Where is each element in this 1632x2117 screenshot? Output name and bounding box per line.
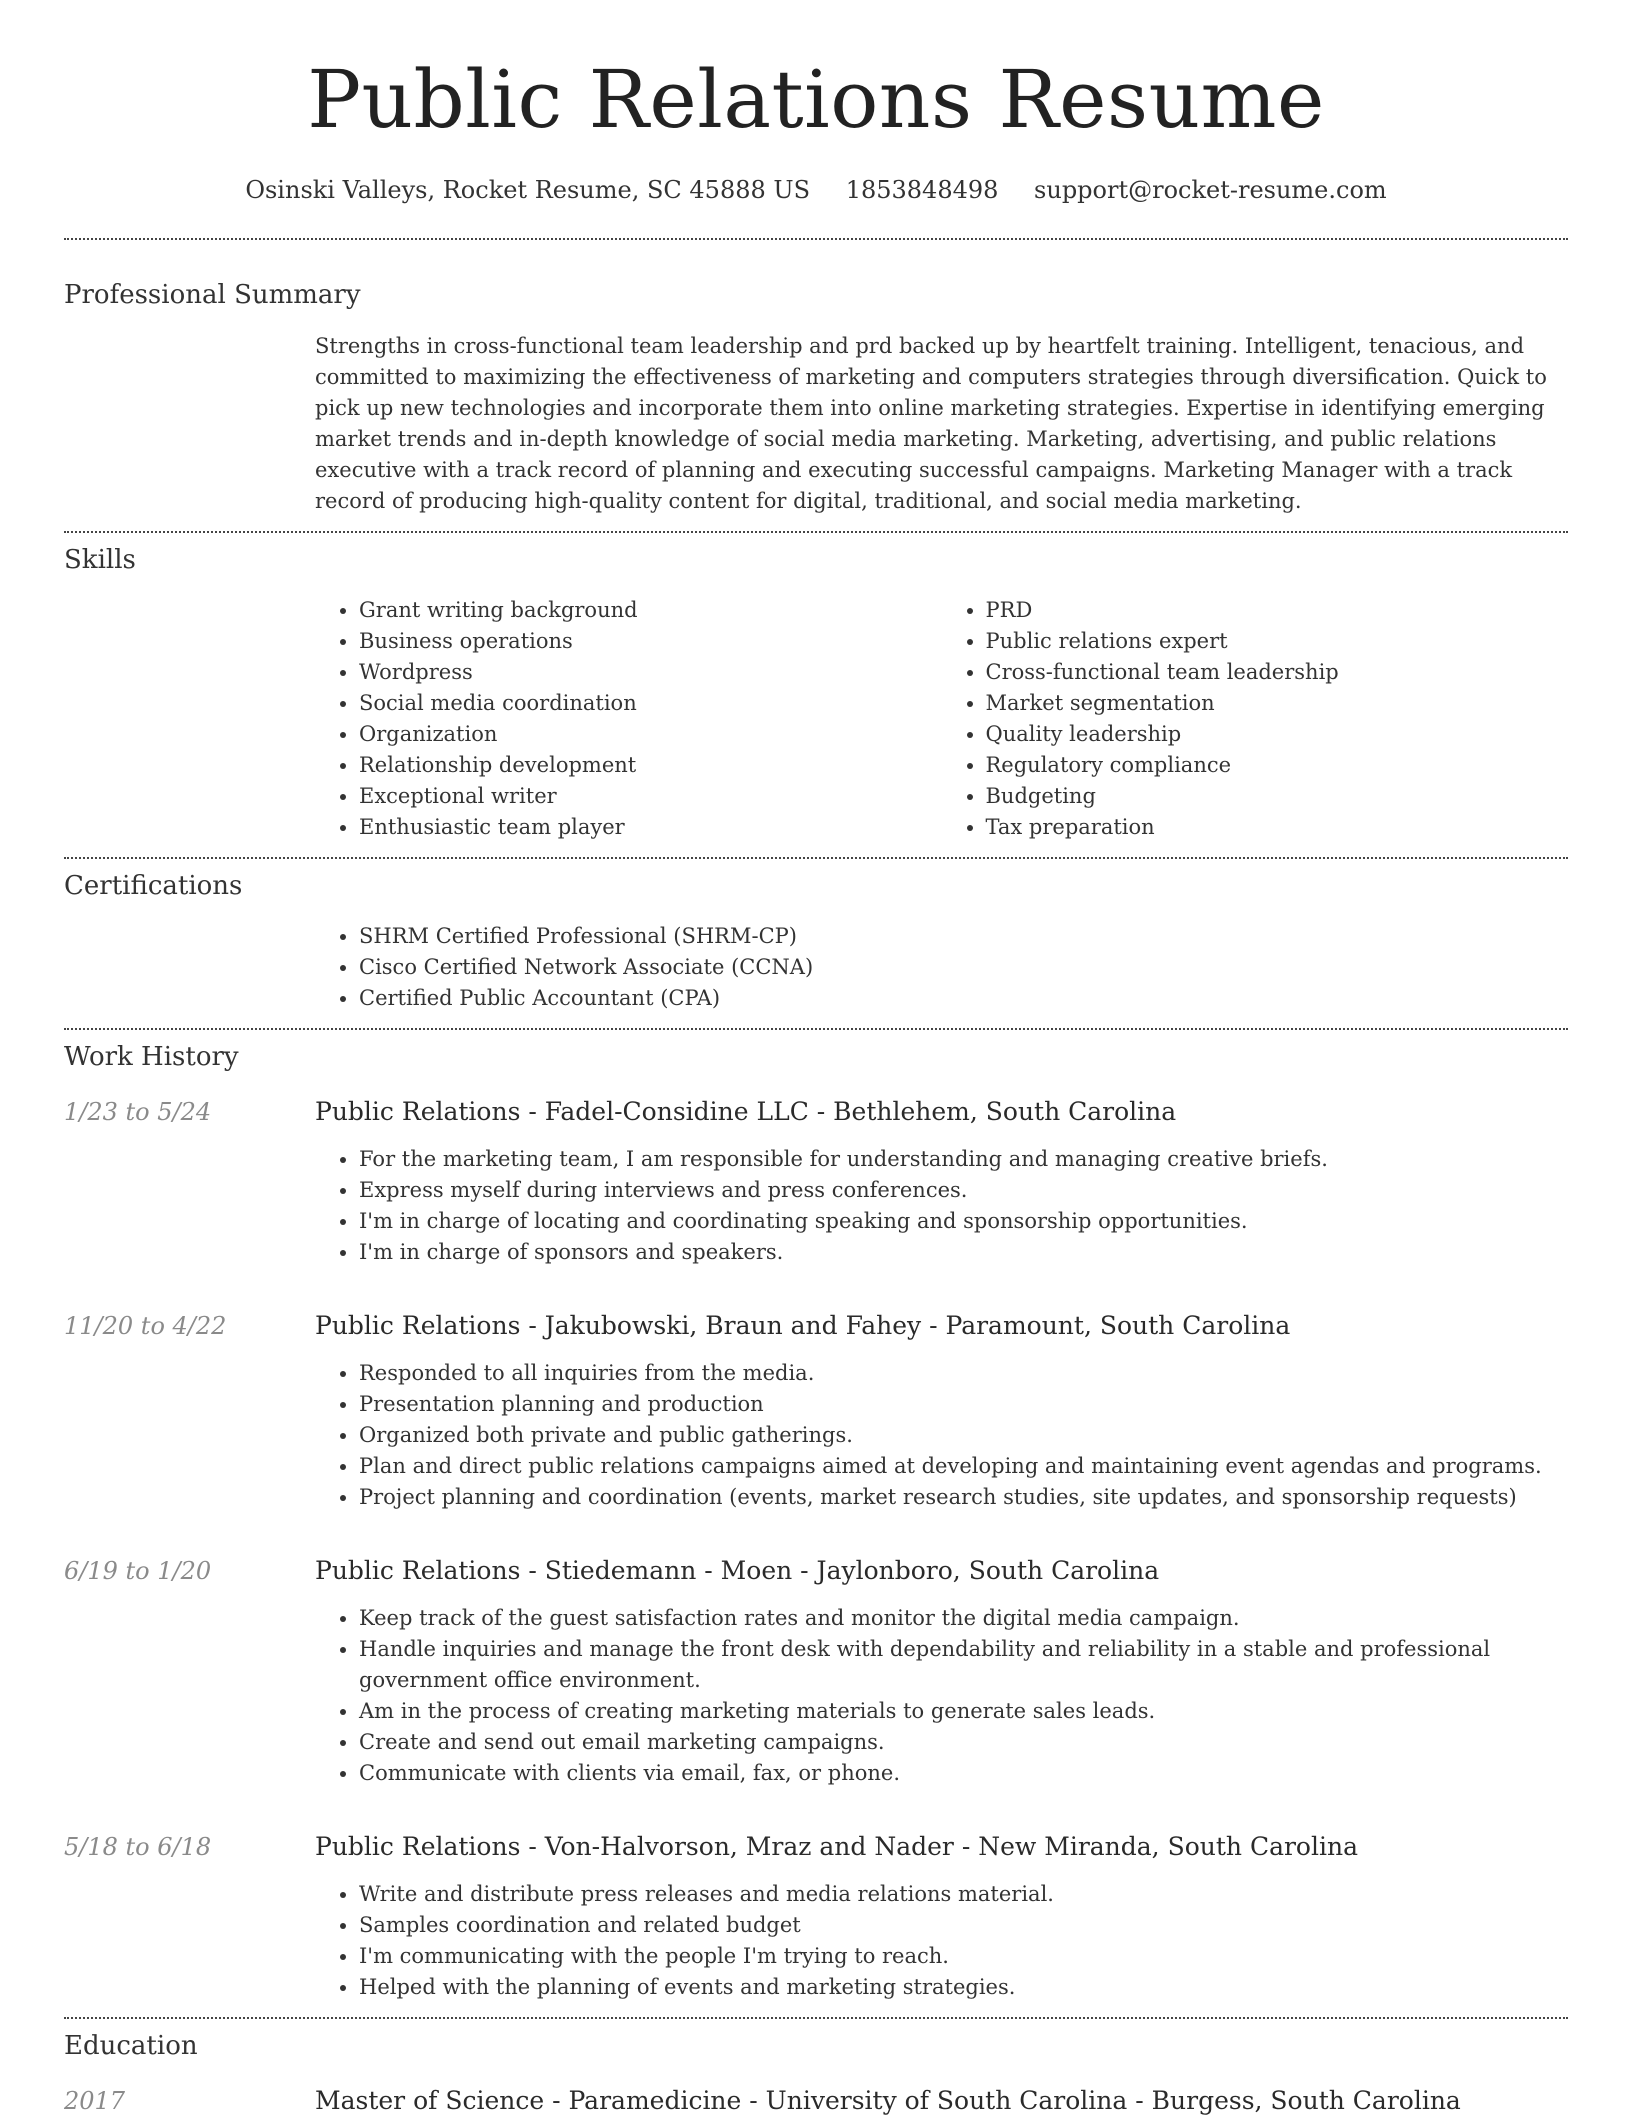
list-item: • I'm communicating with the people I'm trying to reach.: [359, 1941, 1568, 1972]
job-title: Public Relations - Fadel-Considine LLC - Bethlehem, South Carolina: [315, 1097, 1177, 1126]
skills-column-left: [315, 595, 942, 843]
list-item: • Quality leadership: [986, 719, 1569, 750]
skills-heading: Skills: [64, 545, 136, 575]
job-bullets: [315, 1603, 1568, 1789]
certifications-heading: Certifications: [64, 871, 243, 901]
resume-page: [64, 0, 1568, 2117]
contact-line: [64, 176, 1568, 204]
contact-phone: 1853848498: [845, 176, 999, 204]
certifications-list: [315, 921, 1568, 1014]
job-title: Public Relations - Jakubowski, Braun and Fahey - Paramount, South Carolina: [315, 1311, 1291, 1340]
list-item: • Cisco Certified Network Associate (CCNA): [359, 952, 1568, 983]
list-item: • Responded to all inquiries from the media.: [359, 1358, 1568, 1389]
list-item: • Organized both private and public gatherings.: [359, 1420, 1568, 1451]
job-body: [315, 1310, 1568, 1513]
list-item: • Handle inquiries and manage the front desk with dependability and reliability in a stable and professional government office environment.: [359, 1634, 1568, 1696]
list-item: • Market segmentation: [986, 688, 1569, 719]
divider: [64, 2017, 1568, 2019]
list-item: • Enthusiastic team player: [359, 812, 942, 843]
list-item: • Project planning and coordination (events, market research studies, site updates, and sponsorship requests): [359, 1482, 1568, 1513]
education-heading: Education: [64, 2031, 198, 2061]
list-item: • SHRM Certified Professional (SHRM-CP): [359, 921, 1568, 952]
skills-column-right: [942, 595, 1569, 843]
list-item: • Write and distribute press releases and media relations material.: [359, 1879, 1568, 1910]
job-dates: 5/18 to 6/18: [64, 1833, 212, 1861]
list-item: • I'm in charge of locating and coordinating speaking and sponsorship opportunities.: [359, 1206, 1568, 1237]
list-item: • Helped with the planning of events and marketing strategies.: [359, 1972, 1568, 2003]
job-body: [315, 1831, 1568, 2003]
list-item: • Keep track of the guest satisfaction rates and monitor the digital media campaign.: [359, 1603, 1568, 1634]
job-body: [315, 1096, 1568, 1268]
list-item: • Organization: [359, 719, 942, 750]
list-item: • Social media coordination: [359, 688, 942, 719]
job-bullets: [315, 1879, 1568, 2003]
list-item: • Express myself during interviews and press conferences.: [359, 1175, 1568, 1206]
education-title: Master of Science - Paramedicine - University of South Carolina - Burgess, South Carolina: [315, 2086, 1461, 2115]
summary-text: Strengths in cross-functional team leadership and prd backed up by heartfelt training. Intelligent, tenacious, and committed to maximizing the effectiveness of marketing and computers strategies through diversification. Quick to pick up new technologies and incorporate them into online marketing strategies. Expertise in identifying emerging market trends and in-depth knowledge of social media marketing. Marketing, advertising, and public relations executive with a track record of planning and executing successful campaigns. Marketing Manager with a track record of producing high-quality content for digital, traditional, and social media marketing.: [315, 334, 1547, 513]
list-item: • Business operations: [359, 626, 942, 657]
list-item: • Presentation planning and production: [359, 1389, 1568, 1420]
list-item: • Cross-functional team leadership: [986, 657, 1569, 688]
education-dates: 2017: [64, 2087, 126, 2115]
job-title: Public Relations - Von-Halvorson, Mraz and Nader - New Miranda, South Carolina: [315, 1832, 1358, 1861]
job-body: [315, 1555, 1568, 1789]
summary-heading: Professional Summary: [64, 280, 361, 310]
skills-list: [315, 595, 1568, 843]
job-dates: 1/23 to 5/24: [64, 1098, 212, 1126]
page-title: Public Relations Resume: [307, 53, 1325, 146]
work-history-heading: Work History: [64, 1042, 239, 1072]
list-item: • Communicate with clients via email, fax, or phone.: [359, 1758, 1568, 1789]
list-item: • Regulatory compliance: [986, 750, 1569, 781]
list-item: • Create and send out email marketing campaigns.: [359, 1727, 1568, 1758]
job-bullets: [315, 1358, 1568, 1513]
job-entry: [64, 1831, 1568, 2003]
list-item: • PRD: [986, 595, 1569, 626]
list-item: • Public relations expert: [986, 626, 1569, 657]
divider: [64, 1028, 1568, 1030]
list-item: • Budgeting: [986, 781, 1569, 812]
contact-email[interactable]: support@rocket-resume.com: [1034, 176, 1387, 204]
list-item: • Plan and direct public relations campaigns aimed at developing and maintaining event agendas and programs.: [359, 1451, 1568, 1482]
list-item: • Samples coordination and related budget: [359, 1910, 1568, 1941]
job-dates: 11/20 to 4/22: [64, 1312, 227, 1340]
divider: [64, 238, 1568, 240]
job-dates: 6/19 to 1/20: [64, 1557, 212, 1585]
list-item: • Certified Public Accountant (CPA): [359, 983, 1568, 1014]
list-item: • For the marketing team, I am responsible for understanding and managing creative briefs.: [359, 1144, 1568, 1175]
list-item: • Exceptional writer: [359, 781, 942, 812]
list-item: • Tax preparation: [986, 812, 1569, 843]
job-entry: [64, 1555, 1568, 1789]
divider: [64, 857, 1568, 859]
education-body: [315, 2085, 1568, 2117]
list-item: • Am in the process of creating marketing materials to generate sales leads.: [359, 1696, 1568, 1727]
job-entry: [64, 1310, 1568, 1513]
job-title: Public Relations - Stiedemann - Moen - Jaylonboro, South Carolina: [315, 1556, 1160, 1585]
certifications-ul: [315, 921, 1568, 1014]
list-item: • Grant writing background: [359, 595, 942, 626]
job-bullets: [315, 1144, 1568, 1268]
divider: [64, 531, 1568, 533]
job-entry: [64, 1096, 1568, 1268]
list-item: • Wordpress: [359, 657, 942, 688]
list-item: • Relationship development: [359, 750, 942, 781]
education-entry: [64, 2085, 1568, 2117]
list-item: • I'm in charge of sponsors and speakers.: [359, 1237, 1568, 1268]
contact-address: Osinski Valleys, Rocket Resume, SC 45888 US: [245, 176, 811, 204]
